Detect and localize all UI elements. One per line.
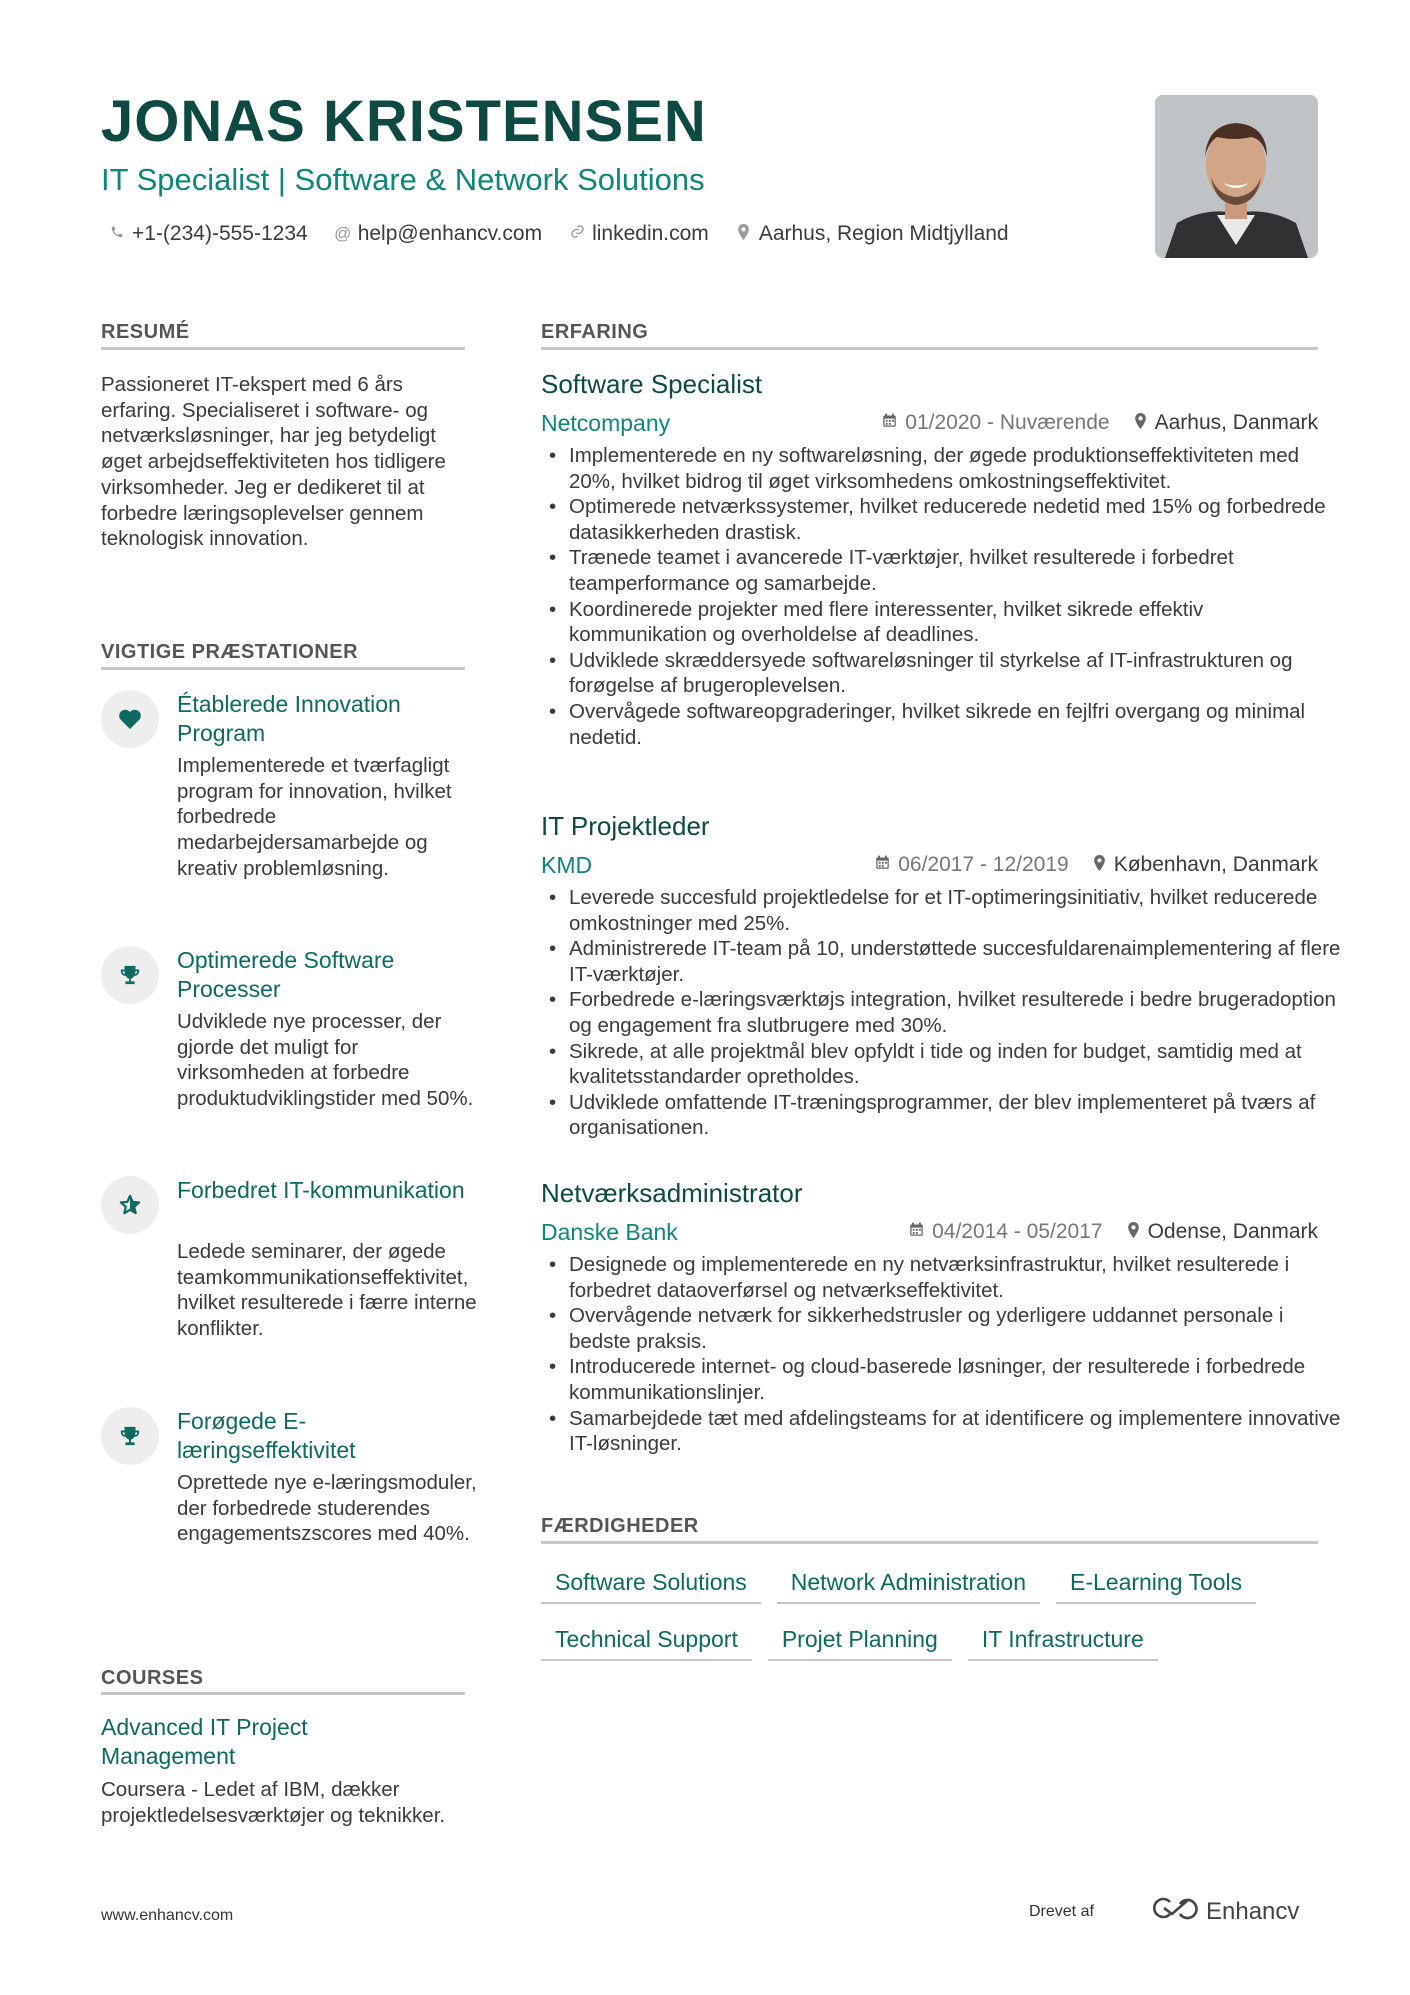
achievements-divider xyxy=(101,667,465,670)
heart-icon xyxy=(101,690,159,748)
job-company: KMD xyxy=(541,852,593,878)
footer-url[interactable]: www.enhancv.com xyxy=(101,1907,234,1924)
job-company: Netcompany xyxy=(541,410,671,436)
job-bullets xyxy=(541,443,1346,750)
courses-section-title: COURSES xyxy=(101,1667,204,1689)
achievement-desc: Implementerede et tværfagligt program for innovation, hvilket forbedrede medarbejdersamarbejde og kreativ problemløsning. xyxy=(177,754,452,880)
job-meta xyxy=(875,853,1318,877)
job-date-text: 04/2014 - 05/2017 xyxy=(932,1220,1103,1243)
job-date xyxy=(909,1220,1102,1244)
job-meta xyxy=(909,1220,1318,1244)
enhancv-logo[interactable] xyxy=(1150,1896,1299,1927)
job-bullet: • Leverede succesfuld projektledelse for et IT-optimeringsinitiativ, hvilket reducerede omkostninger med 25%. xyxy=(569,885,1346,936)
courses-divider xyxy=(101,1692,465,1695)
job-bullet: • Administrerede IT-team på 10, understøttede succesfuldarenaimplementering af flere IT-værktøjer. xyxy=(569,936,1346,987)
achievement-desc: Udviklede nye processer, der gjorde det muligt for virksomheden at forbedre produktudviklingstider med 50%. xyxy=(177,1010,474,1111)
contact-phone xyxy=(108,222,308,246)
calendar-icon xyxy=(882,413,897,433)
job-location-text: Aarhus, Danmark xyxy=(1154,411,1318,434)
job-bullet: • Udviklede skræddersyede softwareløsninger til styrkelse af IT-infrastrukturen og forøgelse af brugeroplevelsen. xyxy=(569,648,1346,699)
job-date-text: 06/2017 - 12/2019 xyxy=(898,853,1069,876)
job-meta xyxy=(882,411,1318,435)
link-icon xyxy=(568,224,586,244)
achievement-title: Optimerede Software Processer xyxy=(177,947,395,1002)
course-desc: Coursera - Ledet af IBM, dækker projektledelsesværktøjer og teknikker. xyxy=(101,1778,446,1827)
footer-powered-by: Drevet af xyxy=(1029,1903,1094,1920)
star-icon xyxy=(101,1176,159,1234)
job-date xyxy=(875,853,1068,877)
job-location xyxy=(1093,853,1318,877)
job-location xyxy=(1134,411,1318,435)
job-bullet: • Sikrede, at alle projektmål blev opfyldt i tide og inden for budget, samtidig med at kvalitetsstandarder opretholdes. xyxy=(569,1039,1346,1090)
location-icon xyxy=(1127,1222,1140,1243)
phone-icon xyxy=(108,224,126,244)
job-title: IT Projektleder xyxy=(541,811,710,841)
job-date-text: 01/2020 - Nuværende xyxy=(905,411,1110,434)
candidate-subtitle: IT Specialist | Software & Network Solutions xyxy=(101,162,705,197)
skill-tag: Technical Support xyxy=(541,1626,752,1661)
skills-section-title: FÆRDIGHEDER xyxy=(541,1515,699,1537)
job-bullet: • Forbedrede e-læringsværktøjs integration, hvilket resulterede i bedre brugeradoption og engagement fra slutbrugere med 30%. xyxy=(569,987,1346,1038)
achievement-title: Établerede Innovation Program xyxy=(177,691,401,746)
enhancv-logo-icon xyxy=(1150,1896,1198,1927)
contact-email[interactable] xyxy=(334,222,542,246)
trophy-icon xyxy=(101,1407,159,1465)
summary-section-title: RESUMÉ xyxy=(101,321,190,343)
skill-tag: IT Infrastructure xyxy=(968,1626,1158,1661)
experience-entry xyxy=(541,811,1341,1151)
course-title: Advanced IT Project Management xyxy=(101,1714,308,1769)
job-bullet: • Overvågende netværk for sikkerhedstrusler og yderligere uddannet personale i bedste praksis. xyxy=(569,1303,1346,1354)
job-bullet: • Designede og implementerede en ny netværksinfrastruktur, hvilket resulterede i forbedret dataoverførsel og netværkseffektivitet. xyxy=(569,1252,1346,1303)
at-icon: @ xyxy=(334,224,352,243)
job-bullet: • Optimerede netværkssystemer, hvilket reducerede nedetid med 15% og forbedrede datasikkerheden drastisk. xyxy=(569,494,1346,545)
job-bullet: • Introducerede internet- og cloud-baserede løsninger, der resulterede i forbedrede kommunikationslinjer. xyxy=(569,1354,1346,1405)
skills-list xyxy=(541,1569,1318,1661)
contact-linkedin[interactable] xyxy=(568,222,709,246)
contact-bar xyxy=(108,222,1009,246)
skill-tag: Projet Planning xyxy=(768,1626,952,1661)
job-location-text: København, Danmark xyxy=(1113,853,1318,876)
job-bullet: • Overvågede softwareopgraderinger, hvilket sikrede en fejlfri overgang og minimal nedetid. xyxy=(569,699,1346,750)
achievement-title: Forøgede E-læringseffektivitet xyxy=(177,1408,356,1463)
contact-email-text: help@enhancv.com xyxy=(357,222,543,245)
job-bullet: • Trænede teamet i avancerede IT-værktøjer, hvilket resulterede i forbedret teamperformance og samarbejde. xyxy=(569,545,1346,596)
contact-location-text: Aarhus, Region Midtjylland xyxy=(758,222,1009,245)
job-bullet: • Samarbejdede tæt med afdelingsteams for at identificere og implementere innovative IT-løsninger. xyxy=(569,1406,1346,1457)
location-icon xyxy=(1134,413,1147,434)
location-icon xyxy=(1093,855,1106,876)
location-icon xyxy=(735,224,753,245)
candidate-name: JONAS KRISTENSEN xyxy=(101,89,707,154)
job-date xyxy=(882,411,1109,435)
achievement-desc: Ledede seminarer, der øgede teamkommunikationseffektivitet, hvilket resulterede i færre interne konflikter. xyxy=(177,1240,477,1341)
contact-location xyxy=(735,222,1009,246)
contact-phone-text: +1-(234)-555-1234 xyxy=(132,222,308,245)
summary-text: Passioneret IT-ekspert med 6 års erfaring. Specialiseret i software- og netværksløsninger, har jeg betydeligt øget arbejdseffektiviteten hos tidligere virksomheder. Jeg er dedikeret til at forbedre læringsoplevelser gennem teknologisk innovation. xyxy=(101,373,446,551)
summary-divider xyxy=(101,347,465,350)
experience-section-title: ERFARING xyxy=(541,321,649,343)
enhancv-logo-text: Enhancv xyxy=(1206,1897,1300,1925)
job-bullet: • Udviklede omfattende IT-træningsprogrammer, der blev implementeret på tværs af organisationen. xyxy=(569,1090,1346,1141)
job-title: Netværksadministrator xyxy=(541,1178,803,1208)
achievement-title: Forbedret IT-kommunikation xyxy=(177,1177,465,1203)
calendar-icon xyxy=(875,855,890,875)
skill-tag: E-Learning Tools xyxy=(1056,1569,1256,1604)
job-location xyxy=(1127,1220,1318,1244)
job-company: Danske Bank xyxy=(541,1219,678,1245)
skills-divider xyxy=(541,1541,1318,1544)
experience-entry xyxy=(541,369,1326,779)
experience-divider xyxy=(541,347,1318,350)
profile-photo xyxy=(1155,95,1318,258)
skill-tag: Network Administration xyxy=(777,1569,1040,1604)
job-bullet: • Implementerede en ny softwareløsning, der øgede produktionseffektiviteten med 20%, hvilket bidrog til øget virksomhedens omkostningseffektivitet. xyxy=(569,443,1346,494)
job-bullet: • Koordinerede projekter med flere interessenter, hvilket sikrede effektiv kommunikation og overholdelse af deadlines. xyxy=(569,597,1346,648)
calendar-icon xyxy=(909,1222,924,1242)
job-title: Software Specialist xyxy=(541,369,763,399)
job-bullets xyxy=(541,885,1346,1141)
skill-tag: Software Solutions xyxy=(541,1569,761,1604)
experience-entry xyxy=(541,1178,1341,1468)
achievement-desc: Oprettede nye e-læringsmoduler, der forbedrede studerendes engagementszscores med 40%. xyxy=(177,1471,477,1546)
achievements-section-title: VIGTIGE PRÆSTATIONER xyxy=(101,641,359,663)
job-location-text: Odense, Danmark xyxy=(1147,1220,1318,1243)
contact-linkedin-text: linkedin.com xyxy=(592,222,709,245)
trophy-icon xyxy=(101,946,159,1004)
job-bullets xyxy=(541,1252,1346,1457)
